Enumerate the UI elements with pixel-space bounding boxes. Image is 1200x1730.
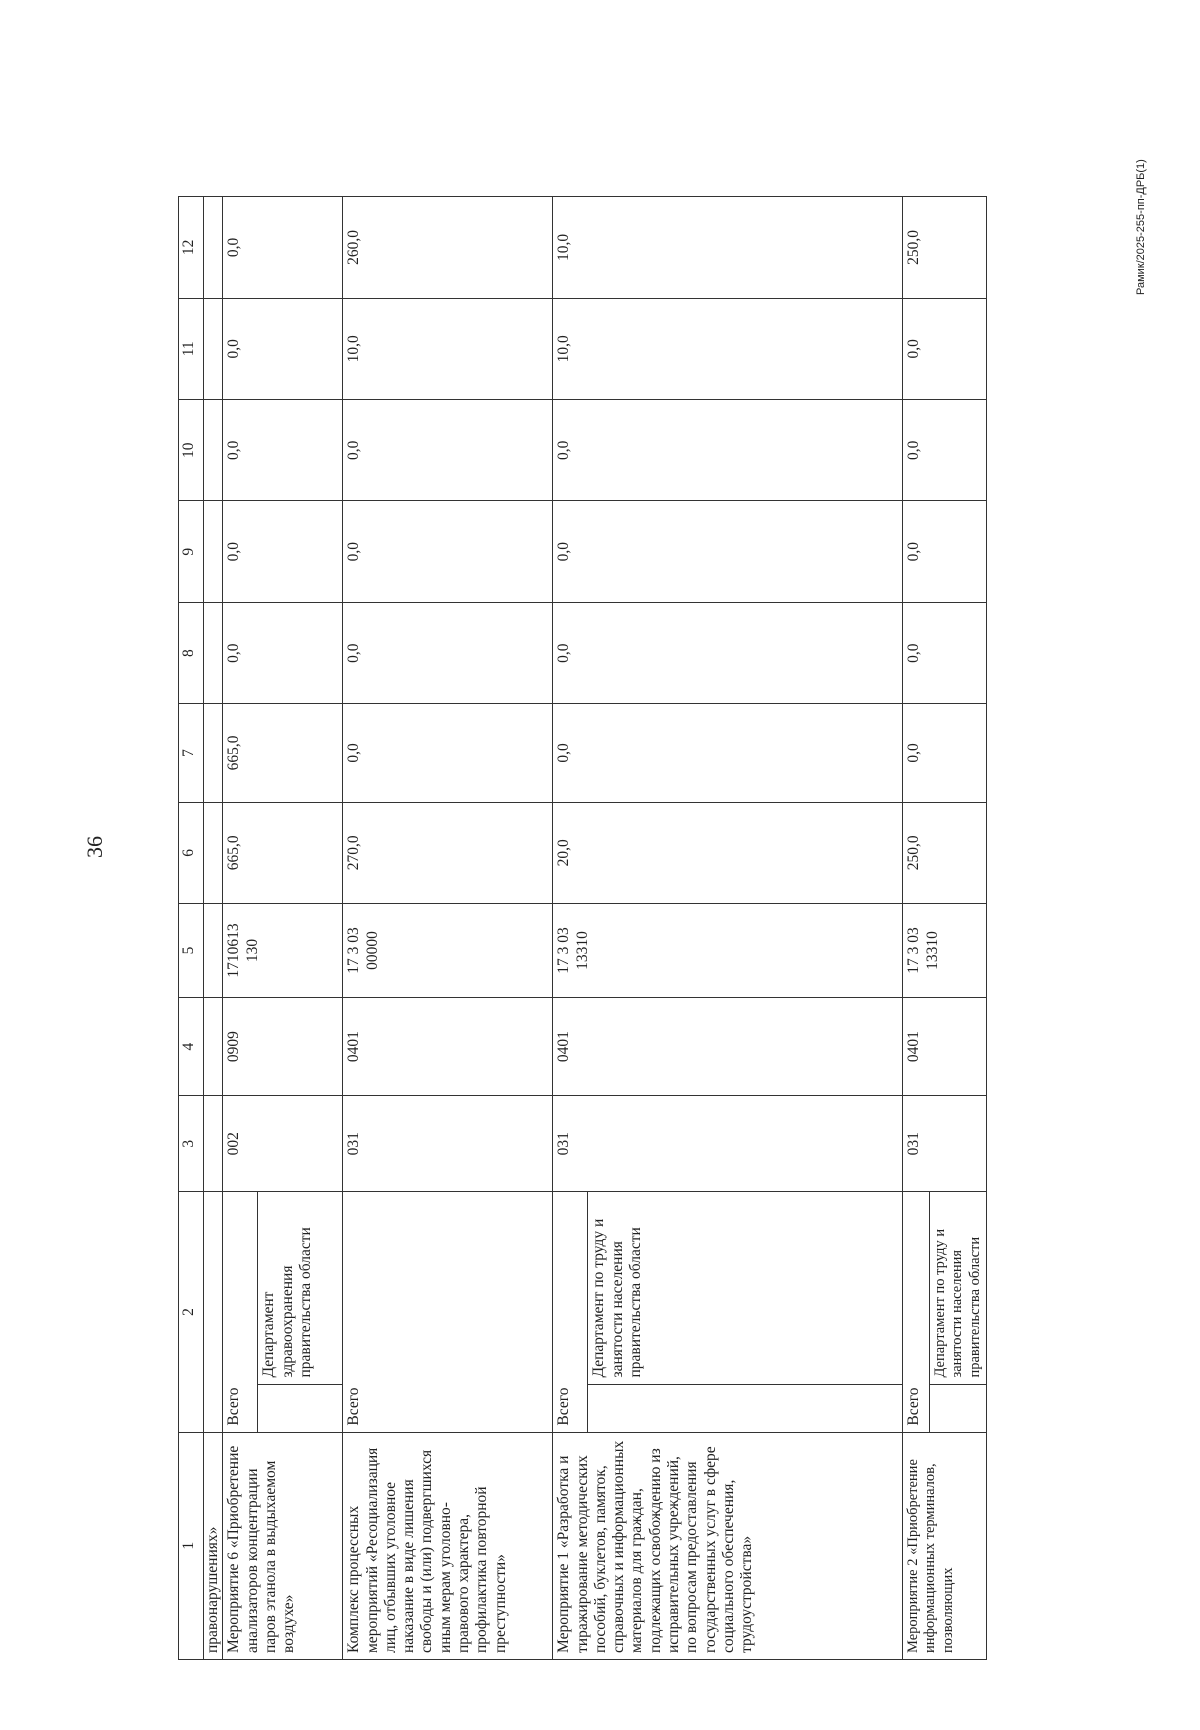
value-col7: 0,0 (903, 704, 986, 802)
total-label: Всего (223, 1192, 258, 1432)
footer-code: Рамик/2025-255-пп-ДРБ(1) (1135, 159, 1147, 295)
value-col10: 0,0 (223, 400, 343, 501)
grbs-code: 002 (223, 1096, 343, 1192)
value-col11: 0,0 (223, 298, 343, 399)
header-cell: 9 (179, 501, 204, 602)
grbs-code: 031 (903, 1096, 986, 1192)
table-row (343, 101, 553, 1660)
event-name: Мероприятие 2 «Приобретение информационных терминалов, позволяющих (903, 1432, 986, 1659)
value-col9: 0,0 (223, 501, 343, 602)
header-cell: 12 (179, 197, 204, 298)
header-cell: 7 (179, 704, 204, 802)
value-col9: 0,0 (553, 501, 903, 602)
budget-table (178, 100, 987, 1660)
value-col8: 0,0 (903, 602, 986, 703)
continuation-cell: правонарушениях» (204, 1432, 223, 1659)
value-col6: 250,0 (903, 802, 986, 903)
table-row (223, 101, 258, 1660)
value-col8: 0,0 (553, 602, 903, 703)
event-name: Мероприятие 6 «Приобретение анализаторов концентрации паров этанола в выдыхаемом воздухе» (223, 1432, 343, 1659)
event-name: Мероприятие 1 «Разработка и тиражирование методических пособий, буклетов, памяток, справочных и информационных материалов для граждан, подлежащих освобождению из исправительных учреждений, по вопросам предоставления государственных услуг в сфере социального обеспечения, трудоустройства» (553, 1432, 903, 1659)
value-col12: 0,0 (223, 197, 343, 298)
value-col10: 0,0 (553, 400, 903, 501)
csr-code: 17 3 03 00000 (343, 904, 553, 998)
csr-code: 17 3 03 13310 (553, 904, 903, 998)
header-cell: 11 (179, 298, 204, 399)
value-col8: 0,0 (223, 602, 343, 703)
grbs-code: 031 (553, 1096, 903, 1192)
value-col8: 0,0 (343, 602, 553, 703)
csr-code: 17 3 03 13310 (903, 904, 986, 998)
rzpr-code: 0909 (223, 997, 343, 1095)
value-col6: 665,0 (223, 802, 343, 903)
total-label: Всего (553, 1192, 588, 1432)
header-row (179, 101, 204, 1660)
csr-code: 1710613 130 (223, 904, 343, 998)
continuation-row (204, 101, 223, 1660)
rotated-table-container (178, 100, 1098, 1660)
rzpr-code: 0401 (553, 997, 903, 1095)
value-col12: 250,0 (903, 197, 986, 298)
header-cell: 6 (179, 802, 204, 903)
event-name: Комплекс процессных мероприятий «Ресоциализация лиц, отбывших уголовное наказание в виде лишения свободы и (или) подвергшихся иным мерам уголовно-правового характера, профилактика повторной преступности» (343, 1432, 553, 1659)
value-col6: 270,0 (343, 802, 553, 903)
header-cell: 1 (179, 1432, 204, 1659)
rzpr-code: 0401 (343, 997, 553, 1095)
header-cell: 3 (179, 1096, 204, 1192)
value-col12: 260,0 (343, 197, 553, 298)
executor: Департамент по труду и занятости населения правительства области (930, 1192, 986, 1384)
table-row (553, 101, 588, 1660)
table-row (903, 101, 930, 1660)
executor: Департамент по труду и занятости населения правительства области (588, 1192, 903, 1384)
rzpr-code: 0401 (903, 997, 986, 1095)
executor: Департамент здравоохранения правительства области (258, 1192, 343, 1384)
page-number: 36 (82, 836, 107, 858)
header-cell: 4 (179, 997, 204, 1095)
header-cell: 5 (179, 904, 204, 998)
value-col7: 0,0 (553, 704, 903, 802)
value-col11: 10,0 (343, 298, 553, 399)
value-col11: 10,0 (553, 298, 903, 399)
total-label: Всего (903, 1192, 930, 1432)
value-col7: 665,0 (223, 704, 343, 802)
header-cell: 8 (179, 602, 204, 703)
value-col7: 0,0 (343, 704, 553, 802)
value-col12: 10,0 (553, 197, 903, 298)
value-col6: 20,0 (553, 802, 903, 903)
header-cell: 10 (179, 400, 204, 501)
total-label: Всего (343, 1192, 553, 1432)
grbs-code: 031 (343, 1096, 553, 1192)
value-col10: 0,0 (903, 400, 986, 501)
value-col9: 0,0 (343, 501, 553, 602)
value-col10: 0,0 (343, 400, 553, 501)
value-col11: 0,0 (903, 298, 986, 399)
value-col9: 0,0 (903, 501, 986, 602)
header-cell: 2 (179, 1192, 204, 1432)
